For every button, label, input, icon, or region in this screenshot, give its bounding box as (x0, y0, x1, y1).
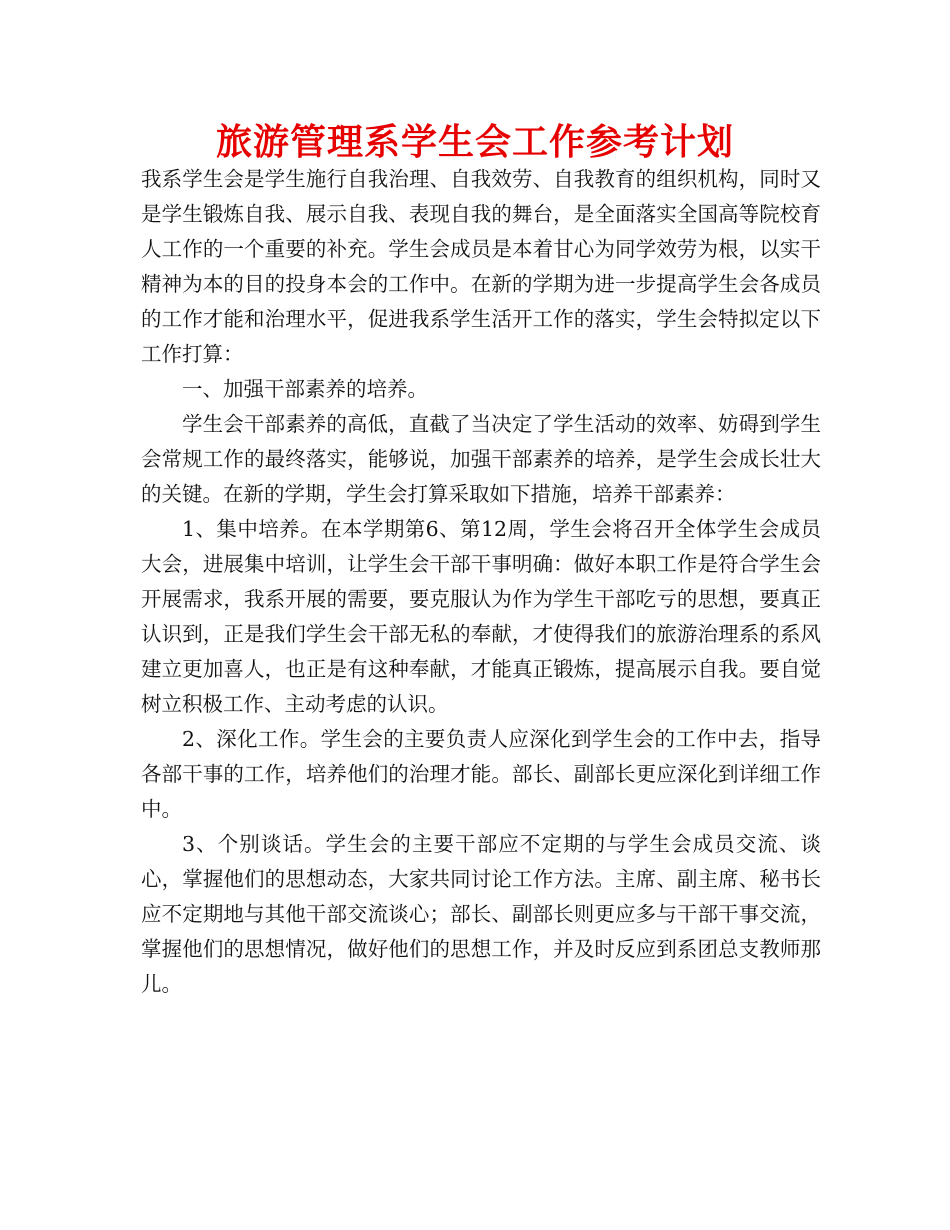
paragraph-item-3: 3、个别谈话。学生会的主要干部应不定期的与学生会成员交流、谈心，掌握他们的思想动态，大家共同讨论工作方法。主席、副主席、秘书长应不定期地与其他干部交流谈心；部长、副部长则更应多与干部干事交流，掌握他们的思想情况，做好他们的思想工作，并及时反应到系团总支教师那儿。 (141, 832, 821, 996)
paragraph-intro: 我系学生会是学生施行自我治理、自我效劳、自我教育的组织机构，同时又是学生锻炼自我、展示自我、表现自我的舞台，是全面落实全国高等院校育人工作的一个重要的补充。学生会成员是本着甘心为同学效劳为根，以实干精神为本的目的投身本会的工作中。在新的学期为进一步提高学生会各成员的工作才能和治理水平，促进我系学生活开工作的落实，学生会特拟定以下工作打算： (141, 167, 821, 366)
paragraph-section-heading: 一、加强干部素养的培养。 (182, 377, 428, 401)
document-body (141, 162, 821, 1002)
paragraph-section-intro: 学生会干部素养的高低，直截了当决定了学生活动的效率、妨碍到学生会常规工作的最终落实，能够说，加强干部素养的培养，是学生会成长壮大的关键。在新的学期，学生会打算采取如下措施，培养干部素养： (141, 412, 821, 506)
document-title: 旅游管理系学生会工作参考计划 (215, 122, 734, 163)
paragraph-item-1: 1、集中培养。在本学期第6、第12周，学生会将召开全体学生会成员大会，进展集中培训，让学生会干部干事明确：做好本职工作是符合学生会开展需求，我系开展的需要，要克服认为作为学生干部吃亏的思想，要真正认识到，正是我们学生会干部无私的奉献，才使得我们的旅游治理系的系风建立更加喜人，也正是有这种奉献，才能真正锻炼，提高展示自我。要自觉树立积极工作、主动考虑的认识。 (141, 517, 821, 716)
paragraph-item-2: 2、深化工作。学生会的主要负责人应深化到学生会的工作中去，指导各部干事的工作，培养他们的治理才能。部长、副部长更应深化到详细工作中。 (141, 727, 821, 821)
